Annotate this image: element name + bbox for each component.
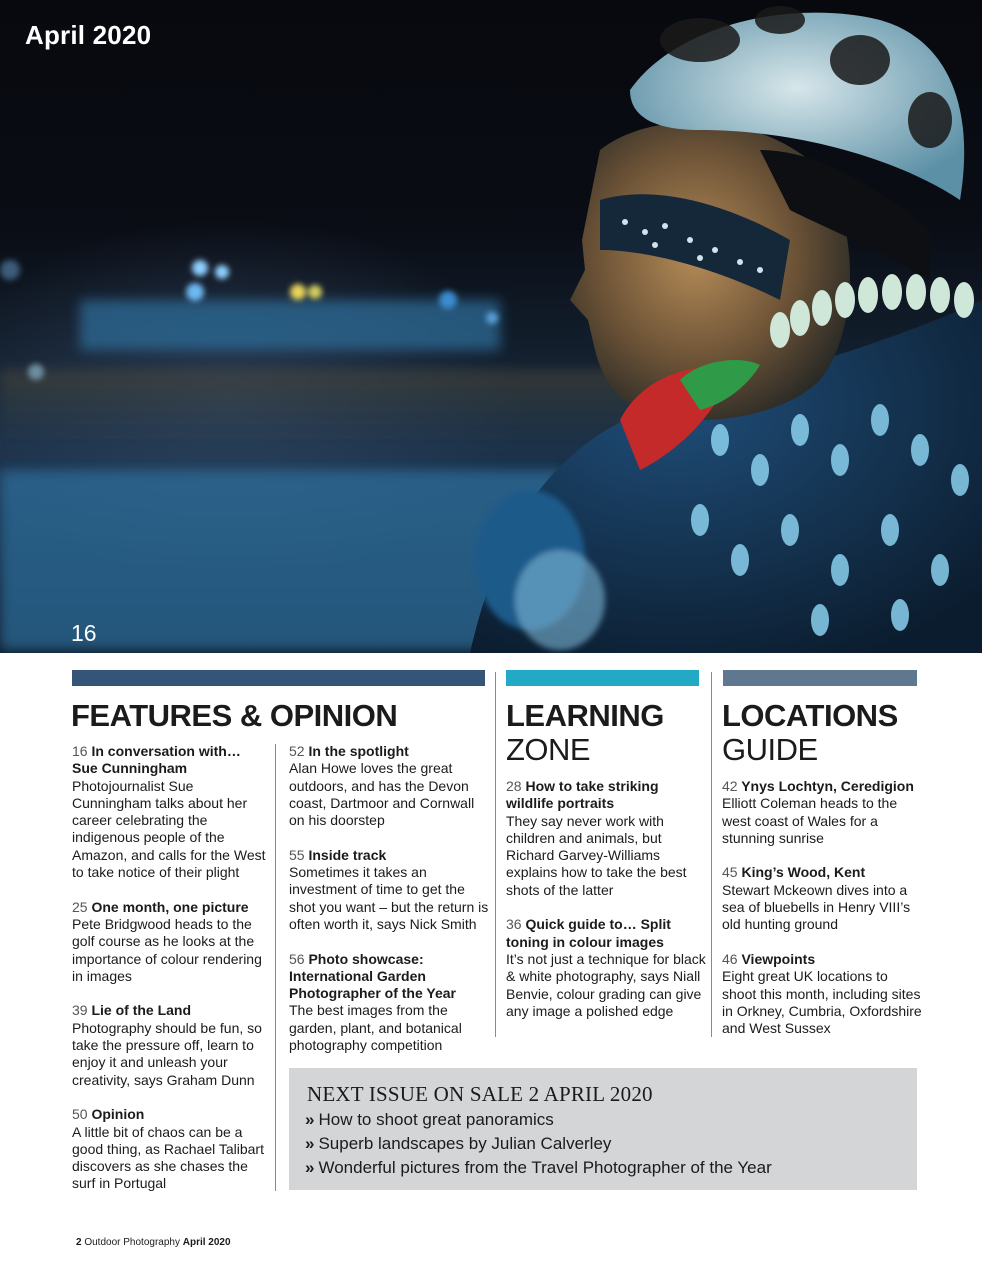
entry-description: Alan Howe loves the great outdoors, and has the Devon coast, Dartmoor and Cornwall on his doorstep — [289, 760, 475, 829]
contents-entry[interactable] — [72, 899, 268, 985]
entry-description: Photography should be fun, so take the pressure off, learn to enjoy it and unleash your creativity, says Graham Dunn — [72, 1019, 262, 1088]
learning-section-subtitle: ZONE — [506, 732, 591, 767]
entry-title: Inside track — [308, 846, 387, 863]
entry-title: One month, one picture — [91, 898, 249, 915]
entry-description: A little bit of chaos can be a good thing, as Rachael Talibart discovers as she chases the surf in Portugal — [72, 1123, 264, 1192]
entry-title: Viewpoints — [741, 950, 816, 967]
entry-page-number: 36 — [506, 916, 522, 933]
entry-title: King’s Wood, Kent — [741, 864, 866, 881]
column-divider — [495, 672, 496, 1037]
chevron-right-icon: » — [305, 1110, 315, 1129]
entry-description: They say never work with children and animals, but Richard Garvey-Williams explains how to take the best shots of the latter — [506, 812, 687, 898]
entry-description: Elliott Coleman heads to the west coast of Wales for a stunning sunrise — [722, 795, 898, 846]
contents-entry[interactable] — [289, 951, 489, 1055]
chevron-right-icon: » — [305, 1158, 315, 1177]
footer-issue: April 2020 — [182, 1237, 231, 1248]
contents-entry[interactable] — [722, 778, 922, 847]
next-issue-item-text: Wonderful pictures from the Travel Photographer of the Year — [318, 1158, 772, 1177]
contents-entry[interactable] — [72, 1106, 268, 1192]
locations-section-subtitle: GUIDE — [722, 732, 818, 767]
entry-title: How to take striking wildlife portraits — [506, 778, 659, 812]
entry-page-number: 28 — [506, 778, 522, 794]
learning-section-title: LEARNING — [506, 698, 664, 733]
contents-entry[interactable] — [722, 951, 922, 1037]
features-color-bar — [72, 670, 485, 686]
entry-description: Eight great UK locations to shoot this month, including sites in Orkney, Cumbria, Oxfordshire and West Sussex — [722, 968, 922, 1037]
page-footer — [76, 1237, 231, 1248]
entry-page-number: 56 — [289, 950, 305, 967]
issue-date: April 2020 — [25, 20, 152, 50]
entry-description: Stewart Mckeown dives into a sea of bluebells in Henry VIII’s old hunting ground — [722, 881, 911, 933]
contents-entry[interactable] — [722, 864, 922, 933]
entry-page-number: 16 — [72, 743, 88, 759]
entry-title: Lie of the Land — [91, 1002, 192, 1019]
locations-column — [722, 778, 922, 1055]
contents-entry[interactable] — [72, 743, 268, 881]
entry-description: It’s not just a technique for black & white photography, says Niall Benvie, colour grading can give any image a polished edge — [506, 950, 706, 1019]
entry-description: Pete Bridgwood heads to the golf course as he looks at the importance of colour rendering in images — [72, 915, 262, 984]
next-issue-box — [289, 1068, 917, 1190]
contents-entry[interactable] — [506, 778, 706, 899]
entry-description: Sometimes it takes an investment of time to get the shot you want – but the return is often worth it, says Nick Smith — [289, 864, 489, 932]
learning-color-bar — [506, 670, 699, 686]
next-issue-item — [305, 1132, 772, 1156]
contents-entry[interactable] — [72, 1002, 268, 1088]
next-issue-item — [305, 1156, 772, 1180]
entry-title: Ynys Lochtyn, Ceredigion — [741, 778, 914, 794]
entry-page-number: 39 — [72, 1002, 88, 1019]
footer-page-number: 2 — [76, 1237, 82, 1248]
entry-page-number: 52 — [289, 743, 305, 759]
locations-section-title: LOCATIONS — [722, 698, 898, 733]
footer-magazine-name: Outdoor Photography — [84, 1237, 180, 1248]
locations-color-bar — [723, 670, 917, 686]
contents-entry[interactable] — [506, 916, 706, 1020]
entry-description: The best images from the garden, plant, and botanical photography competition — [289, 1002, 462, 1054]
column-divider — [711, 672, 712, 1037]
next-issue-item-text: How to shoot great panoramics — [318, 1110, 554, 1129]
entry-title: In conversation with… Sue Cunningham — [72, 743, 241, 777]
learning-column — [506, 778, 706, 1037]
entry-page-number: 50 — [72, 1106, 88, 1123]
features-section-title: FEATURES & OPINION — [71, 698, 398, 733]
entry-description: Photojournalist Sue Cunningham talks about her career celebrating the indigenous people of the Amazon, and calls for the West to take notice of their plight — [72, 777, 266, 881]
column-divider — [275, 744, 276, 1191]
next-issue-list — [305, 1108, 772, 1180]
entry-page-number: 55 — [289, 846, 305, 863]
entry-page-number: 45 — [722, 864, 738, 881]
entry-title: In the spotlight — [308, 743, 409, 759]
next-issue-item-text: Superb landscapes by Julian Calverley — [318, 1134, 612, 1153]
entry-title: Quick guide to… Split toning in colour images — [506, 916, 671, 950]
entry-title: Opinion — [91, 1106, 145, 1123]
chevron-right-icon: » — [305, 1134, 315, 1153]
contents-entry[interactable] — [289, 743, 489, 829]
next-issue-item — [305, 1108, 772, 1132]
entry-page-number: 42 — [722, 778, 738, 794]
entry-page-number: 46 — [722, 950, 738, 967]
next-issue-title: NEXT ISSUE ON SALE 2 APRIL 2020 — [307, 1082, 653, 1106]
entry-title: Photo showcase: International Garden Photographer of the Year — [289, 950, 456, 1002]
contents-entry[interactable] — [289, 847, 489, 933]
features-left-column — [72, 743, 268, 1210]
features-right-column — [289, 743, 489, 1072]
hero-page-number: 16 — [71, 620, 97, 646]
entry-page-number: 25 — [72, 898, 88, 915]
